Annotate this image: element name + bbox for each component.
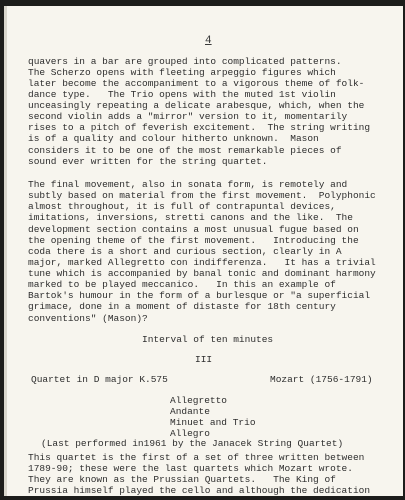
paragraph-3-line-4: Prussia himself played the cello and although the dedication [28,485,371,496]
paragraph-2-line-6: the opening theme of the first movement. Introducing the [28,234,359,246]
paragraph-2-line-1: The final movement, also in sonata form, is remotely and [28,178,348,190]
paragraph-1-line-10: sound ever written for the string quartet. [28,155,268,167]
paragraph-1-line-7: rises to a pitch of feverish excitement. The string writing [28,122,371,134]
paragraph-2-line-11: Bartok's humour in the form of a burlesque or "a superficial [28,290,371,302]
composer-name: Mozart (1756-1791) [270,373,373,385]
paragraph-1-line-6: second violin adds a "mirror" version to it, momentarily [28,111,348,123]
paragraph-1-line-4: dance type. The Trio opens with the muted 1st violin [28,88,336,100]
paragraph-2-line-8: major, marked Allegretto con indifferenza. It has a trivial [28,256,376,268]
movement-3: Minuet and Trio [170,417,256,429]
paragraph-3-line-1: This quartet is the first of a set of three written between [28,451,365,463]
page-edge [4,6,7,496]
last-performed-note: (Last performed in1961 by the Janacek String Quartet) [41,437,344,449]
paragraph-1-line-3: later become the accompaniment to a vigorous theme of folk- [28,77,365,89]
paragraph-2-line-3: almost throughout, it is full of contrapuntal devices, [28,201,336,213]
paragraph-2-line-13: conventions" (Mason)? [28,312,148,324]
paragraph-3-line-2: 1789-90; these were the last quartets which Mozart wrote. [28,462,353,474]
paragraph-1-line-5: unceasingly repeating a delicate arabesque, which, when the [28,100,365,111]
paragraph-2-line-4: imitations, inversions, stretti canons and the like. The [28,212,353,224]
paragraph-3-line-3: They are known as the Prussian Quartets. The King of [28,474,336,485]
movement-1: Allegretto [170,395,228,407]
paragraph-2-line-2: subtly based on material from the first movement. Polyphonic [28,190,376,201]
movement-4: Allegro [170,427,210,439]
paragraph-1-line-9: considers it to be one of the most remarkable pieces of [28,144,342,156]
page-number: 4 [205,35,212,47]
paragraph-1-line-8: is of a quality and colour hitherto unknown. Mason [28,133,319,145]
paragraph-2-line-9: tune which is accompanied by banal tonic and dominant harmony [28,268,376,279]
paragraph-2-line-5: development section contains a most unusual fugue based on [28,223,359,235]
paragraph-1-line-1: quavers in a bar are grouped into complicated patterns. [28,55,342,67]
paragraph-2-line-12: grimace, done in a moment of distaste for 18th century [28,301,336,313]
movement-2: Andante [170,406,210,418]
document-page [4,6,403,496]
paragraph-2-line-7: coda there is a short and curious section, clearly in A [28,245,342,257]
quartet-title: Quartet in D major K.575 [31,373,168,385]
paragraph-1-line-2: The Scherzo opens with fleeting arpeggio figures which [28,66,336,78]
paragraph-2-line-10: marked to be played meccanico. In this an example of [28,279,336,291]
interval-note: Interval of ten minutes [142,333,274,345]
section-numeral: III [195,354,213,366]
